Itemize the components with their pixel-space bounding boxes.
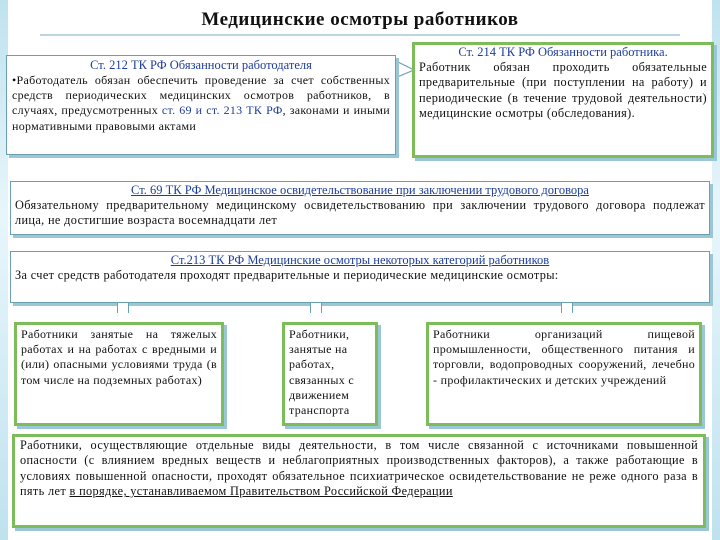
article-69-box bbox=[10, 181, 710, 235]
article-212-box bbox=[6, 55, 396, 155]
article-214-box bbox=[412, 42, 714, 158]
psychiatric-exam-text: Работники, осуществляющие отдельные виды деятельности, в том числе связанной с источниками повышенной опасности (с влиянием вредных веществ и неблагоприятных производственных факторов), а также работающие в условиях повышенной опасности, проходят обязательное психиатрическое освидетельствование не реже одного раза в пять лет в порядке, устанавливаемом Правительством Российской Федерации bbox=[20, 438, 698, 499]
title-divider bbox=[40, 34, 680, 36]
category-food-industry-text: Работники организаций пищевой промышленности, общественного питания и торговли, водопроводных сооружений, лечебно - профилактических и детских учреждений bbox=[433, 327, 695, 387]
page-title: Медицинские осмотры работников bbox=[201, 9, 519, 30]
article-69-text: Обязательному предварительному медицинскому освидетельствованию при заключении трудового договора подлежат лица, не достигшие возраста восемнадцати лет bbox=[15, 198, 705, 228]
category-transport-box bbox=[282, 322, 378, 426]
article-213-box bbox=[10, 251, 710, 303]
article-214-heading: Ст. 214 ТК РФ Обязанности работника. bbox=[458, 45, 668, 59]
category-heavy-work-box bbox=[14, 322, 224, 426]
article-213-text: За счет средств работодателя проходят предварительные и периодические медицинские осмотры: bbox=[15, 268, 559, 282]
psychiatric-exam-procedure: в порядке, устанавливаемом Правительством Российской Федерации bbox=[69, 484, 453, 499]
article-212-text: •Работодатель обязан обеспечить проведение за счет собственных средств периодических медицинских осмотров работников, в случаях, предусмотренных ст. 69 и ст. 213 ТК РФ, законами и иными нормативными правовыми актами bbox=[12, 73, 390, 133]
psychiatric-exam-box bbox=[12, 434, 706, 528]
article-212-heading: Ст. 212 ТК РФ Обязанности работодателя bbox=[90, 58, 312, 72]
category-transport-text: Работники, занятые на работах, связанных с движением транспорта bbox=[289, 327, 354, 418]
article-214-text: Работник обязан проходить обязательные предварительные (при поступлении на работу) и периодические (в течение трудовой деятельности) медицинские осмотры (обследования). bbox=[419, 60, 707, 121]
category-food-industry-box bbox=[426, 322, 702, 426]
article-213-heading: Ст.213 ТК РФ Медицинские осмотры некоторых категорий работников bbox=[170, 253, 550, 267]
article-212-reference: ст. 69 и ст. 213 ТК РФ bbox=[161, 103, 283, 118]
article-69-heading: Ст. 69 ТК РФ Медицинское освидетельствование при заключении трудового договора bbox=[131, 183, 589, 197]
category-heavy-work-text: Работники занятые на тяжелых работах и на работах с вредными и (или) опасными условиями труда (в том числе на подземных работах) bbox=[21, 327, 217, 387]
